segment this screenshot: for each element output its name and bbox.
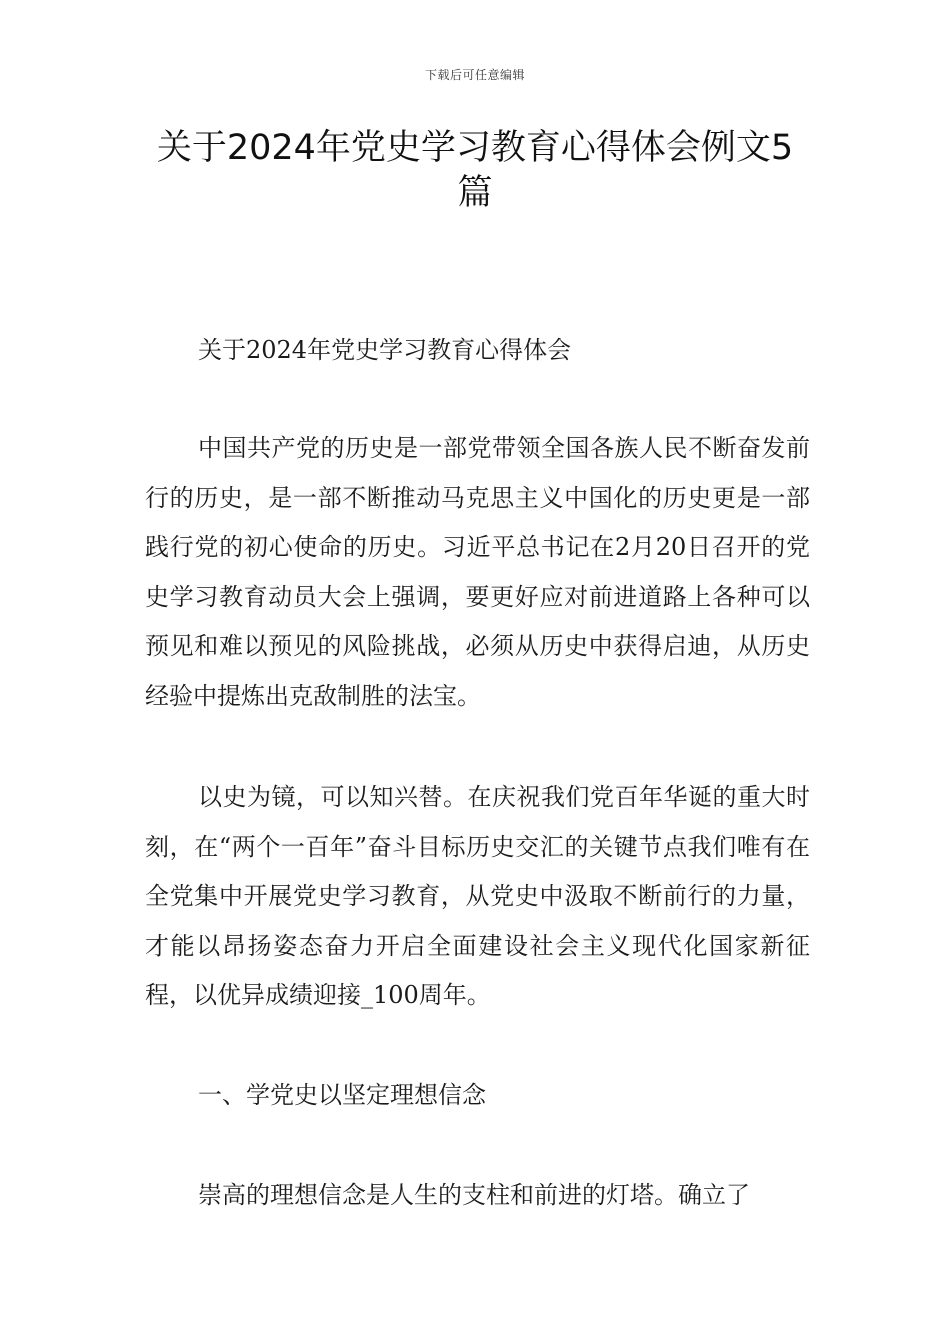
article-subtitle: 关于2024年党史学习教育心得体会 <box>198 336 572 364</box>
paragraph-1: 中国共产党的历史是一部党带领全国各族人民不断奋发前行的历史，是一部不断推动马克思主义中国化的历史更是一部践行党的初心使命的历史。习近平总书记在2月20日召开的党史学习教育动员大会上强调，要更好应对前进道路上各种可以预见和难以预见的风险挑战，必须从历史中获得启迪，从历史经验中提炼出克敌制胜的法宝。 <box>145 434 810 710</box>
paragraph-2: 以史为镜，可以知兴替。在庆祝我们党百年华诞的重大时刻，在“两个一百年”奋斗目标历史交汇的关键节点我们唯有在全党集中开展党史学习教育，从党史中汲取不断前行的力量，才能以昂扬姿态奋力开启全面建设社会主义现代化国家新征程，以优异成绩迎接_100周年。 <box>145 783 810 1010</box>
document-title: 关于2024年党史学习教育心得体会例文5篇 <box>156 128 794 213</box>
section-heading: 一、学党史以坚定理想信念 <box>198 1081 486 1109</box>
paragraph-3: 崇高的理想信念是人生的支柱和前进的灯塔。确立了 <box>198 1181 750 1209</box>
header-note: 下载后可任意编辑 <box>424 68 525 82</box>
